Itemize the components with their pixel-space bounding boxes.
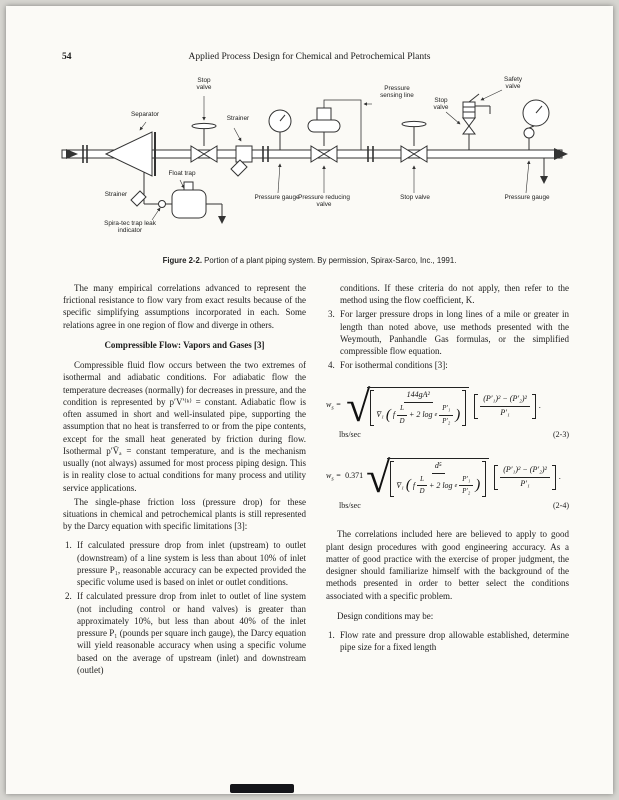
square-root: [346, 381, 469, 431]
figure-label-stop-valve-top: Stop valve: [196, 77, 212, 91]
fraction: $\frac{\text{P′₁}}{\text{P′₂}}$: [459, 475, 473, 496]
figure-label-pressure-gauge-left: Pressure gauge: [254, 194, 300, 201]
eq-subscript: e: [434, 412, 438, 418]
stop-valve-small-symbol: [463, 126, 475, 134]
section-heading-compressible-flow: Compressible Flow: Vapors and Gases [3]: [104, 339, 265, 350]
paragraph-continuation: conditions. If these criteria do not apply, then refer to the method using the flow coefficient, K.: [340, 283, 569, 306]
fraction: $\frac{\text{(P′₁)² − (P′₂)²}}{\text{P′₁}}$: [500, 465, 550, 490]
right-bracket: [532, 394, 536, 419]
eq-variable: V̄₁: [376, 409, 384, 419]
bracket-group: [472, 394, 538, 419]
list-item-text: If calculated pressure drop from inlet to outlet of line system (not including control or hand valves) is greater than approximately 10%, but less than about 40% of the inlet pressure P₁ (pounds per square inch gauge), the Darcy equation will yield reasonable accuracy when using a specific volume based on the average of upstream (inlet) and downstream (outlet): [77, 591, 306, 675]
page-number: 54: [62, 52, 72, 62]
eq-operator: + 2 log: [408, 409, 433, 419]
spiratec-indicator-symbol: [159, 201, 166, 208]
equals-sign: =: [335, 471, 342, 481]
left-paren: (: [405, 477, 411, 494]
paragraph-intro: The many empirical correlations advanced to represent the frictional resistance to flow vary from exact results because of the specific simplifying assumptions incorporated in each. Some relations agree in one region of flow and diverge in others.: [63, 283, 306, 330]
list-item-number: 3.: [328, 309, 335, 320]
list-item-number: 2.: [65, 591, 72, 602]
list-item-number: 1.: [65, 540, 72, 551]
scan-smudge: [230, 784, 294, 793]
stop-valve-1-symbol: [191, 146, 204, 162]
list-item-text: For larger pressure drops in long lines of a mile or greater in length than noted above, use methods presented with the Weymouth, Panhandle Gas formulas, or the simplified compressible flow equation.: [340, 309, 569, 357]
list-item: [63, 539, 306, 588]
fraction: [376, 390, 460, 425]
left-bracket: [390, 461, 394, 496]
body-columns: [63, 282, 569, 678]
left-bracket: [494, 465, 498, 490]
figure-label-spiratec: Spira-tec trap leak indicator: [104, 220, 156, 234]
list-item-text: For isothermal conditions [3]:: [340, 360, 448, 371]
paragraph-darcy: The single-phase friction loss (pressure drop) for these situations in chemical and petrochemical plants is still represented by the Darcy equation with specific limitations [3]:: [63, 496, 306, 532]
running-title: Applied Process Design for Chemical and Petrochemical Plants: [188, 52, 431, 62]
equation-2-3-expression: [326, 381, 569, 431]
list-item: [63, 590, 306, 676]
eq-variable: V̄₁: [396, 480, 404, 490]
flow-arrow-down: [540, 176, 548, 184]
eq-subscript: s: [331, 405, 334, 412]
fraction: $\frac{\text{(P′₁)² − (P′₂)²}}{\text{P′₁}}$: [480, 394, 530, 419]
left-column: [63, 282, 306, 678]
figure-label-float-trap: Float trap: [168, 170, 196, 177]
right-paren: ): [455, 406, 461, 423]
fraction: [396, 461, 480, 496]
figure-caption-text: Portion of a plant piping system. By permission, Spirax-Sarco, Inc., 1991.: [202, 256, 457, 265]
figure-label-sensing-line: Pressure sensing line: [380, 85, 414, 99]
radical-sign: √: [366, 452, 391, 502]
eq-variable: w: [326, 471, 332, 481]
equals-sign: =: [335, 400, 342, 410]
figure-label-stop-valve-right: Stop valve: [400, 194, 430, 201]
paragraph-correlations: The correlations included here are believed to apply to good plant design procedures with good engineering accuracy. As a matter of good practice with the exercise of proper judgment, the designer should familiarize himself with the background of the methods presented in order to better select the conditions associated with a specific problem.: [326, 529, 569, 601]
equation-2-4: [326, 452, 569, 512]
figure-label-pressure-reducing-valve: Pressure reducing valve: [298, 194, 350, 208]
right-column: [326, 282, 569, 678]
right-bracket: [482, 461, 486, 496]
left-bracket: [370, 390, 374, 425]
figure-label-separator: Separator: [130, 111, 160, 118]
equation-units: lbs/sec: [339, 429, 361, 439]
list-item-number: 1.: [328, 630, 335, 641]
page: [6, 6, 613, 794]
figure-label-stop-valve-small: Stop valve: [433, 97, 449, 111]
stop-valve-2-symbol: [401, 146, 414, 162]
eq-variable: f: [412, 480, 416, 490]
equation-2-3: [326, 381, 569, 441]
right-paren: ): [475, 477, 481, 494]
left-paren: (: [385, 406, 391, 423]
figure-piping-diagram: [56, 76, 575, 246]
eq-operator: + 2 log: [428, 480, 453, 490]
list-item-text: If calculated pressure drop from inlet (upstream) to outlet (downstream) of a line system is less than about 10% of inlet pressure P₁, reasonable accuracy can be expected provided the specific volume used is based on inlet or outlet conditions.: [77, 540, 306, 588]
equation-number: (2-3): [553, 429, 569, 439]
right-bracket: [462, 390, 466, 425]
list-item: [326, 308, 569, 357]
strainer-top-symbol: [236, 146, 252, 162]
figure-caption: [6, 256, 613, 265]
list-item: [326, 629, 569, 653]
radical-sign: √: [346, 381, 371, 431]
bracket-group: [492, 465, 558, 490]
left-bracket: [474, 394, 478, 419]
separator-symbol: [106, 132, 152, 176]
limitations-list: [63, 539, 306, 676]
equation-2-4-expression: [326, 452, 569, 502]
eq-subscript: s: [331, 476, 334, 483]
paragraph-compressible: Compressible fluid flow occurs between the two extremes of isothermal and adiabatic conditions. For adiabatic flow the temperature decreases (normally) for decreases in pressure, and the condition is represented by p′V′⁽ᵏ⁾ = constant. Adiabatic flow is often assumed in short and well-insulated pipe, supporting the assumption that no heat is transferred to or from the pipe contents, except for the small heat generated by friction during flow. Isothermal p′V̄ₐ = constant temperature, and is the mechanism usually (not always) assumed for most process piping design. This is in reality close to actual conditions for many process and utility service applications.: [63, 360, 306, 493]
limitations-list-continued: [326, 308, 569, 371]
eq-subscript: e: [454, 482, 458, 489]
pressure-reducing-valve-symbol: [311, 146, 324, 162]
figure-caption-label: Figure 2-2.: [162, 256, 203, 265]
fraction-numerator: d⁵: [432, 461, 445, 474]
eq-variable: f: [392, 409, 396, 419]
design-conditions-list: [326, 629, 569, 653]
period: .: [558, 472, 561, 482]
safety-valve-symbol: [463, 102, 475, 118]
float-trap-symbol: [172, 190, 206, 218]
equation-number: (2-4): [553, 500, 569, 510]
figure-label-strainer-top: Strainer: [226, 115, 250, 122]
fraction: $\frac{L}{D}$: [417, 475, 427, 496]
period: .: [538, 401, 541, 411]
list-item-number: 4.: [328, 360, 335, 371]
fraction: $\frac{\text{P′₁}}{\text{P′₂}}$: [439, 404, 453, 425]
paragraph-design-conditions: Design conditions may be:: [337, 610, 434, 621]
fraction-numerator: 144gA²: [404, 390, 433, 403]
eq-factor: 0.371: [345, 471, 364, 481]
handwheel-1: [192, 123, 216, 128]
figure-label-strainer-bottom: Strainer: [104, 191, 128, 198]
figure-label-safety-valve: Safety valve: [503, 76, 523, 90]
list-item-text: Flow rate and pressure drop allowable established, determine pipe size for a fixed length: [340, 630, 569, 653]
list-item: [326, 359, 569, 371]
figure-label-pressure-gauge-right: Pressure gauge: [504, 194, 550, 201]
fraction: $\frac{L}{D}$: [397, 404, 407, 425]
right-bracket: [552, 465, 556, 490]
eq-variable: w: [326, 400, 332, 410]
handwheel-2: [402, 121, 426, 126]
square-root: [366, 452, 489, 502]
equation-units: lbs/sec: [339, 500, 361, 510]
